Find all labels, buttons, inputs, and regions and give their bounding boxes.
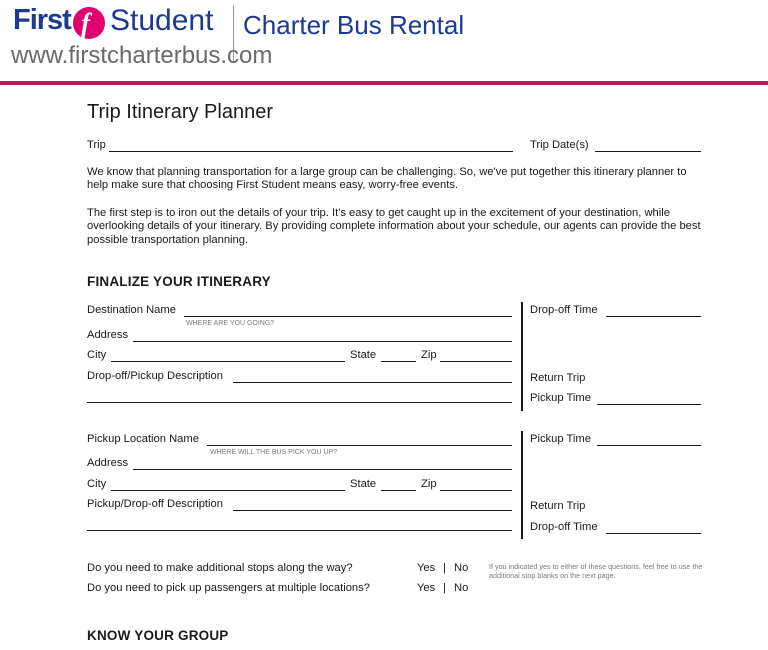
- destination-column-divider: [521, 302, 523, 411]
- pickup-state-label: State: [350, 478, 377, 490]
- question-2-yes[interactable]: Yes: [417, 582, 436, 594]
- finalize-heading: FINALIZE YOUR ITINERARY: [87, 274, 271, 289]
- pickup-column-divider: [521, 431, 523, 539]
- brand-url: www.firstcharterbus.com: [11, 42, 273, 69]
- destination-desc-field[interactable]: [233, 382, 512, 383]
- pickup-desc-field[interactable]: [233, 510, 512, 511]
- pickup-name-field[interactable]: [207, 445, 512, 446]
- pickup-return-trip-label: Return Trip: [530, 500, 586, 512]
- question-1-no[interactable]: No: [454, 562, 469, 574]
- pickup-city-label: City: [87, 478, 107, 490]
- pickup-address-field[interactable]: [133, 469, 512, 470]
- brand-first-text: First: [13, 4, 71, 36]
- pickup-address-label: Address: [87, 457, 129, 469]
- brand-tagline: Charter Bus Rental: [243, 10, 465, 40]
- pickup-desc-field-2[interactable]: [87, 530, 512, 531]
- page-title: Trip Itinerary Planner: [87, 101, 273, 123]
- question-2-separator: |: [443, 582, 446, 594]
- destination-city-label: City: [87, 349, 107, 361]
- pickup-state-field[interactable]: [381, 490, 416, 491]
- destination-dropoff-time-field[interactable]: [606, 316, 701, 317]
- destination-pickup-time-field[interactable]: [597, 404, 701, 405]
- pickup-zip-label: Zip: [421, 478, 437, 490]
- pickup-pickup-time-label: Pickup Time: [530, 433, 591, 445]
- first-student-logo-icon: [73, 7, 105, 39]
- pickup-dropoff-time-label: Drop-off Time: [530, 521, 598, 533]
- pickup-pickup-time-field[interactable]: [597, 445, 701, 446]
- trip-dates-field[interactable]: [595, 151, 701, 152]
- destination-address-field[interactable]: [133, 341, 512, 342]
- trip-label: Trip: [87, 139, 106, 151]
- intro-paragraph-2: The first step is to iron out the details of your trip. It's easy to get caught up in the excitement of your destination, while overlooking details of your itinerary. By providing complete information about your schedule, our agents can provide the best possible transportation planning.: [87, 207, 701, 246]
- pickup-name-label: Pickup Location Name: [87, 433, 199, 445]
- destination-pickup-time-label: Pickup Time: [530, 392, 591, 404]
- question-1-separator: |: [443, 562, 446, 574]
- pickup-city-field[interactable]: [111, 490, 345, 491]
- destination-state-field[interactable]: [381, 361, 416, 362]
- destination-address-label: Address: [87, 329, 129, 341]
- intro-paragraph-1: We know that planning transportation for a large group can be challenging. So, we've put together this itinerary planner to help make sure that choosing First Student means easy, worry-free events.: [87, 166, 687, 192]
- destination-city-field[interactable]: [111, 361, 345, 362]
- destination-dropoff-time-label: Drop-off Time: [530, 304, 598, 316]
- header-accent-bar: [0, 81, 768, 85]
- pickup-desc-label: Pickup/Drop-off Description: [87, 498, 223, 510]
- pickup-dropoff-time-field[interactable]: [606, 533, 701, 534]
- destination-desc-field-2[interactable]: [87, 402, 512, 403]
- trip-field[interactable]: [109, 151, 513, 152]
- destination-return-trip-label: Return Trip: [530, 372, 586, 384]
- destination-zip-label: Zip: [421, 349, 437, 361]
- destination-state-label: State: [350, 349, 377, 361]
- additional-stops-note: If you indicated yes to either of these questions, feel free to use the additional stop blanks on the next page.: [489, 562, 703, 580]
- destination-name-field[interactable]: [184, 316, 512, 317]
- question-additional-stops: Do you need to make additional stops along the way?: [87, 562, 353, 574]
- question-1-yes[interactable]: Yes: [417, 562, 436, 574]
- pickup-zip-field[interactable]: [440, 490, 512, 491]
- question-multiple-pickups: Do you need to pick up passengers at multiple locations?: [87, 582, 370, 594]
- destination-name-label: Destination Name: [87, 304, 176, 316]
- question-2-no[interactable]: No: [454, 582, 469, 594]
- letterhead: [0, 0, 768, 86]
- destination-name-hint: WHERE ARE YOU GOING?: [186, 320, 275, 327]
- destination-zip-field[interactable]: [440, 361, 512, 362]
- trip-dates-label: Trip Date(s): [530, 139, 589, 151]
- brand-student-text: Student: [110, 4, 214, 37]
- know-group-heading: KNOW YOUR GROUP: [87, 628, 229, 643]
- pickup-name-hint: WHERE WILL THE BUS PICK YOU UP?: [210, 449, 338, 456]
- destination-desc-label: Drop-off/Pickup Description: [87, 370, 223, 382]
- logo-letter: f: [81, 8, 90, 38]
